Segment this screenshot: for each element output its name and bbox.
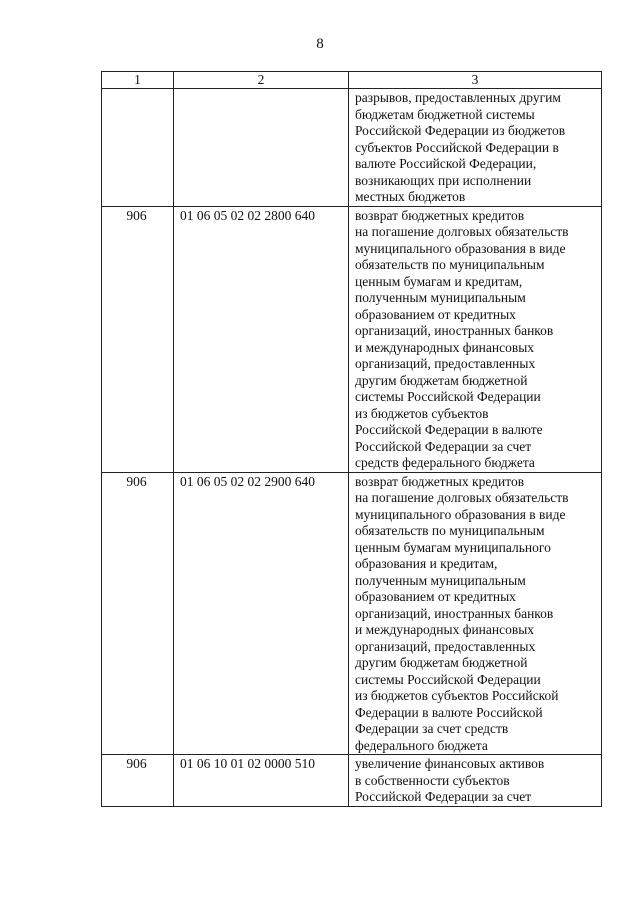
- description-line: образования и кредитам,: [355, 556, 498, 571]
- admin-code-cell: 906: [102, 755, 174, 807]
- description-cell: [349, 755, 602, 807]
- description-line: федерального бюджета: [355, 737, 488, 753]
- description-line: организаций, предоставленных: [355, 638, 536, 654]
- kbk-code-cell: 01 06 05 02 02 2800 640: [174, 206, 349, 472]
- description-line: на погашение долговых обязательств: [355, 224, 569, 239]
- description-cell: [349, 89, 602, 207]
- description-line: возврат бюджетных кредитов: [355, 207, 525, 223]
- description-line: Федерации за счет средств: [355, 721, 509, 736]
- table-body: [102, 89, 602, 807]
- table-row: [102, 206, 602, 472]
- admin-code-cell: 906: [102, 206, 174, 472]
- admin-code-cell: [102, 89, 174, 207]
- description-line: возврат бюджетных кредитов: [355, 473, 525, 489]
- table-row: [102, 472, 602, 755]
- description-line: валюте Российской Федерации,: [355, 156, 537, 171]
- column-header-2: 2: [174, 72, 349, 89]
- description-line: Российской Федерации в валюте: [355, 422, 543, 437]
- column-header-1: 1: [102, 72, 174, 89]
- table-row: [102, 755, 602, 807]
- table-header-row: [102, 72, 602, 89]
- description-line: образованием от кредитных: [355, 306, 516, 322]
- description-line: Российской Федерации за счет: [355, 789, 532, 804]
- description-line: ценным бумагам муниципального: [355, 539, 551, 555]
- description-line: и международных финансовых: [355, 622, 535, 637]
- description-line: Российской Федерации за счет: [355, 438, 532, 454]
- description-line: полученным муниципальным: [355, 290, 526, 305]
- description-line: другим бюджетам бюджетной: [355, 655, 528, 670]
- description-line: образованием от кредитных: [355, 589, 516, 604]
- description-line: организаций, иностранных банков: [355, 605, 554, 621]
- description-line: в собственности субъектов: [355, 772, 510, 788]
- description-line: увеличение финансовых активов: [355, 756, 545, 771]
- description-line: на погашение долговых обязательств: [355, 490, 569, 505]
- admin-code-cell: 906: [102, 472, 174, 755]
- description-line: из бюджетов субъектов Российской: [355, 688, 559, 703]
- description-line: системы Российской Федерации: [355, 389, 541, 404]
- description-cell: [349, 206, 602, 472]
- kbk-code-cell: 01 06 05 02 02 2900 640: [174, 472, 349, 755]
- description-line: Российской Федерации из бюджетов: [355, 123, 566, 138]
- description-line: ценным бумагам и кредитам,: [355, 273, 523, 289]
- description-line: организаций, предоставленных: [355, 356, 536, 371]
- description-line: субъектов Российской Федерации в: [355, 139, 559, 155]
- description-line: из бюджетов субъектов: [355, 405, 489, 421]
- description-line: местных бюджетов: [355, 189, 466, 204]
- column-header-3: 3: [349, 72, 602, 89]
- description-line: средств федерального бюджета: [355, 455, 535, 470]
- description-line: муниципального образования в виде: [355, 506, 566, 522]
- description-line: Федерации в валюте Российской: [355, 704, 543, 720]
- description-line: и международных финансовых: [355, 339, 535, 355]
- description-line: организаций, иностранных банков: [355, 323, 554, 338]
- kbk-code-cell: [174, 89, 349, 207]
- description-line: обязательств по муниципальным: [355, 523, 545, 538]
- description-line: системы Российской Федерации: [355, 671, 541, 687]
- description-cell: [349, 472, 602, 755]
- page-number: 8: [316, 36, 324, 52]
- description-line: другим бюджетам бюджетной: [355, 372, 528, 388]
- table-row: [102, 89, 602, 207]
- description-line: возникающих при исполнении: [355, 172, 532, 188]
- description-line: бюджетам бюджетной системы: [355, 106, 535, 122]
- description-line: полученным муниципальным: [355, 572, 526, 588]
- description-line: разрывов, предоставленных другим: [355, 90, 561, 105]
- description-line: обязательств по муниципальным: [355, 257, 545, 272]
- budget-codes-table: [101, 71, 602, 807]
- description-line: муниципального образования в виде: [355, 240, 566, 256]
- kbk-code-cell: 01 06 10 01 02 0000 510: [174, 755, 349, 807]
